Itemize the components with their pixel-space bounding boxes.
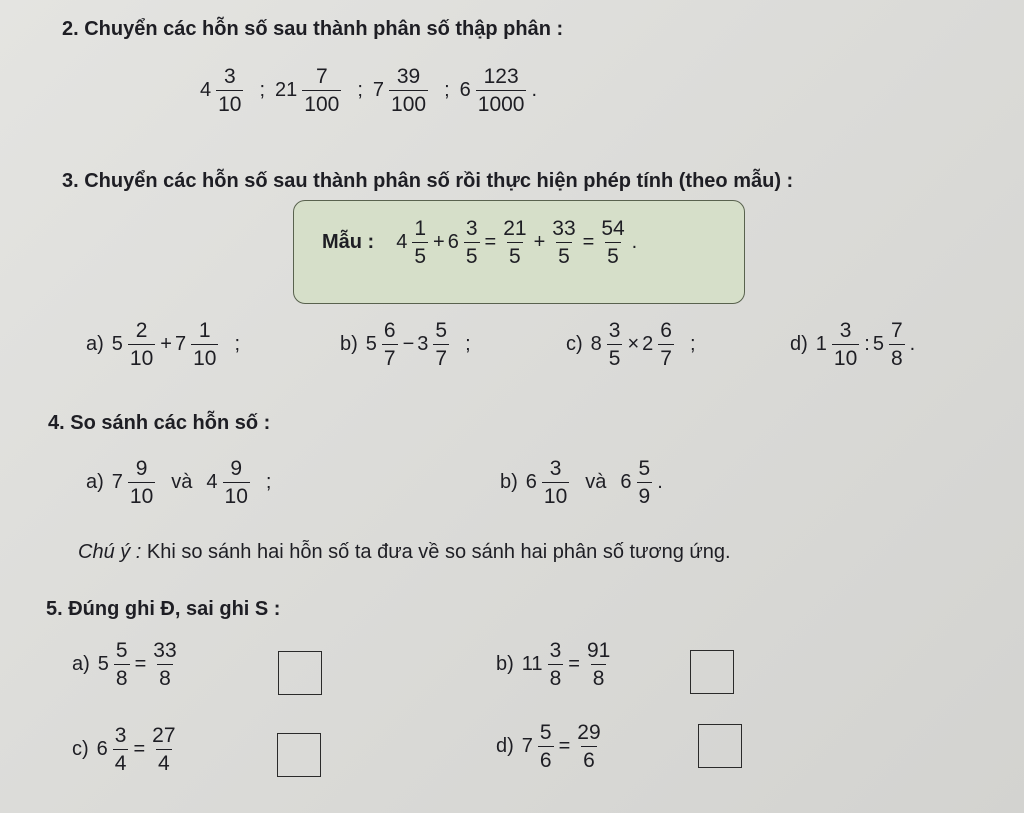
denominator: 7 [382,344,398,369]
denominator: 5 [605,242,621,267]
numerator: 1 [414,217,427,240]
mixed-number-whole: 4 [206,471,218,493]
numerator: 3 [223,65,236,88]
answer-box-d[interactable] [698,724,742,768]
numerator: 3 [114,724,127,747]
mixed-number-whole: 7 [372,79,385,101]
fraction [412,218,428,267]
exercise-3c [566,320,706,369]
fraction [216,66,243,115]
exercise-4a [86,458,281,507]
numerator: 21 [503,217,527,240]
sample-label: Mẫu : [322,231,375,253]
fraction [389,66,428,115]
denominator: 8 [114,664,130,689]
exercise-4b [500,458,666,507]
numerator: 39 [396,65,421,88]
plus-sign: + [533,231,546,253]
operator: : [864,333,870,355]
mixed-number-whole: 4 [396,231,408,253]
end-mark: . [657,471,663,493]
mixed-number-whole: 7 [521,735,533,757]
denominator: 9 [637,482,653,507]
fraction [150,725,177,774]
end-mark: . [909,333,916,355]
mixed-number-whole: 21 [275,79,298,101]
numerator: 9 [135,457,148,480]
exercise-5c [72,725,180,774]
numerator: 54 [601,217,625,240]
item-label: a) [86,471,104,493]
denominator: 100 [302,90,341,115]
denominator: 8 [548,664,564,689]
numerator: 3 [549,639,562,662]
mixed-number-whole: 5 [97,653,109,675]
mixed-number-whole: 6 [447,231,459,253]
equals-sign: = [582,231,595,253]
mixed-number-whole: 6 [96,738,108,760]
numerator: 7 [890,319,903,342]
fraction [637,458,653,507]
denominator: 4 [113,749,129,774]
mixed-number-whole: 5 [111,333,123,355]
end-mark: ; [234,333,241,355]
fraction [550,218,577,267]
mixed-number-whole: 5 [365,333,377,355]
denominator: 7 [658,344,674,369]
denominator: 5 [556,242,572,267]
denominator: 10 [216,90,243,115]
denominator: 8 [889,344,905,369]
denominator: 10 [832,344,859,369]
denominator: 5 [464,242,480,267]
fraction [832,320,859,369]
fraction [476,66,527,115]
answer-box-c[interactable] [277,733,321,777]
numerator: 29 [577,721,601,744]
numerator: 5 [638,457,651,480]
denominator: 5 [412,242,428,267]
end-mark: . [631,231,638,253]
denominator: 4 [156,749,172,774]
fraction [607,320,623,369]
numerator: 33 [552,217,576,240]
separator: ; [357,79,363,101]
end-mark: ; [689,333,696,355]
numerator: 3 [549,457,562,480]
numerator: 6 [383,319,396,342]
exercise-5a [72,640,181,689]
fraction [538,722,554,771]
operator: + [160,333,172,355]
separator: ; [259,79,266,101]
exercise-5-heading: 5. Đúng ghi Đ, sai ghi S : [46,598,281,620]
mixed-number-whole: 1 [815,333,827,355]
mixed-number-whole: 8 [590,333,602,355]
fraction [114,640,130,689]
numerator: 7 [315,65,328,88]
fraction [464,218,480,267]
note-label: Chú ý : [78,541,142,563]
fraction [223,458,250,507]
numerator: 123 [483,65,519,88]
separator: ; [444,79,450,101]
denominator: 5 [507,242,523,267]
fraction [585,640,612,689]
numerator: 5 [115,639,128,662]
exercise-3a [86,320,250,369]
denominator: 5 [607,344,623,369]
exercise-4-heading: 4. So sánh các hỗn số : [48,412,271,434]
mixed-number-whole: 2 [642,333,654,355]
mixed-number-whole: 6 [620,471,632,493]
equals-sign: = [134,653,147,675]
fraction [128,320,155,369]
and-word: và [585,471,607,493]
item-label: c) [566,333,583,355]
answer-box-b[interactable] [690,650,734,694]
mixed-number-whole: 6 [525,471,537,493]
sample-expression [322,218,640,267]
mixed-number-whole: 11 [521,653,543,675]
exercise-5b [496,640,614,689]
item-label: d) [496,735,514,757]
numerator: 6 [660,319,672,342]
mixed-number-whole: 7 [174,333,187,355]
numerator: 5 [539,721,552,744]
equals-sign: = [558,735,571,757]
denominator: 10 [128,344,155,369]
item-label: a) [72,653,90,675]
operator: − [402,333,415,355]
numerator: 27 [152,724,176,747]
end-mark: . [531,79,538,101]
exercise-3b [340,320,481,369]
fraction [113,725,129,774]
denominator: 6 [581,746,597,771]
numerator: 3 [608,319,621,342]
exercise-2-fractions [200,66,540,115]
denominator: 8 [591,664,607,689]
fraction [191,320,218,369]
denominator: 10 [191,344,218,369]
item-label: d) [790,333,808,355]
exercise-5d [496,722,605,771]
fraction [658,320,674,369]
denominator: 10 [542,482,569,507]
fraction [548,640,564,689]
numerator: 5 [435,319,448,342]
fraction [575,722,602,771]
note [78,541,731,564]
denominator: 100 [389,90,428,115]
mixed-number-whole: 3 [417,333,429,355]
item-label: b) [340,333,358,355]
item-label: c) [72,738,89,760]
denominator: 1000 [476,90,527,115]
mixed-number-whole: 6 [459,79,471,101]
note-text: Khi so sánh hai hỗn số ta đưa về so sánh hai phân số tương ứng. [141,541,731,563]
equals-sign: = [484,231,497,253]
numerator: 9 [230,457,243,480]
fraction [302,66,341,115]
fraction [889,320,905,369]
numerator: 3 [465,217,478,240]
and-word: và [171,471,193,493]
numerator: 91 [586,639,611,662]
denominator: 7 [433,344,449,369]
fraction [501,218,528,267]
plus-sign: + [433,231,445,253]
item-label: a) [86,333,104,355]
fraction [151,640,178,689]
fraction [382,320,398,369]
denominator: 10 [223,482,250,507]
exercise-3d [790,320,918,369]
mixed-number-whole: 7 [111,471,123,493]
exercise-2-heading: 2. Chuyển các hỗn số sau thành phân số thập phân : [62,18,564,40]
item-label: b) [500,471,518,493]
fraction [128,458,155,507]
denominator: 10 [128,482,155,507]
numerator: 1 [198,319,211,342]
numerator: 33 [153,639,177,662]
fraction [542,458,569,507]
answer-box-a[interactable] [278,651,322,695]
mixed-number-whole: 4 [200,79,212,101]
exercise-3-heading: 3. Chuyển các hỗn số sau thành phân số rồi thực hiện phép tính (theo mẫu) : [62,170,794,192]
numerator: 2 [135,319,148,342]
fraction [433,320,449,369]
end-mark: ; [465,333,471,355]
operator: × [627,333,640,355]
equals-sign: = [133,738,146,760]
numerator: 3 [839,319,852,342]
mixed-number-whole: 5 [872,333,884,355]
equals-sign: = [568,653,580,675]
denominator: 8 [157,664,173,689]
end-mark: ; [265,471,272,493]
denominator: 6 [538,746,554,771]
item-label: b) [496,653,514,675]
fraction [599,218,626,267]
